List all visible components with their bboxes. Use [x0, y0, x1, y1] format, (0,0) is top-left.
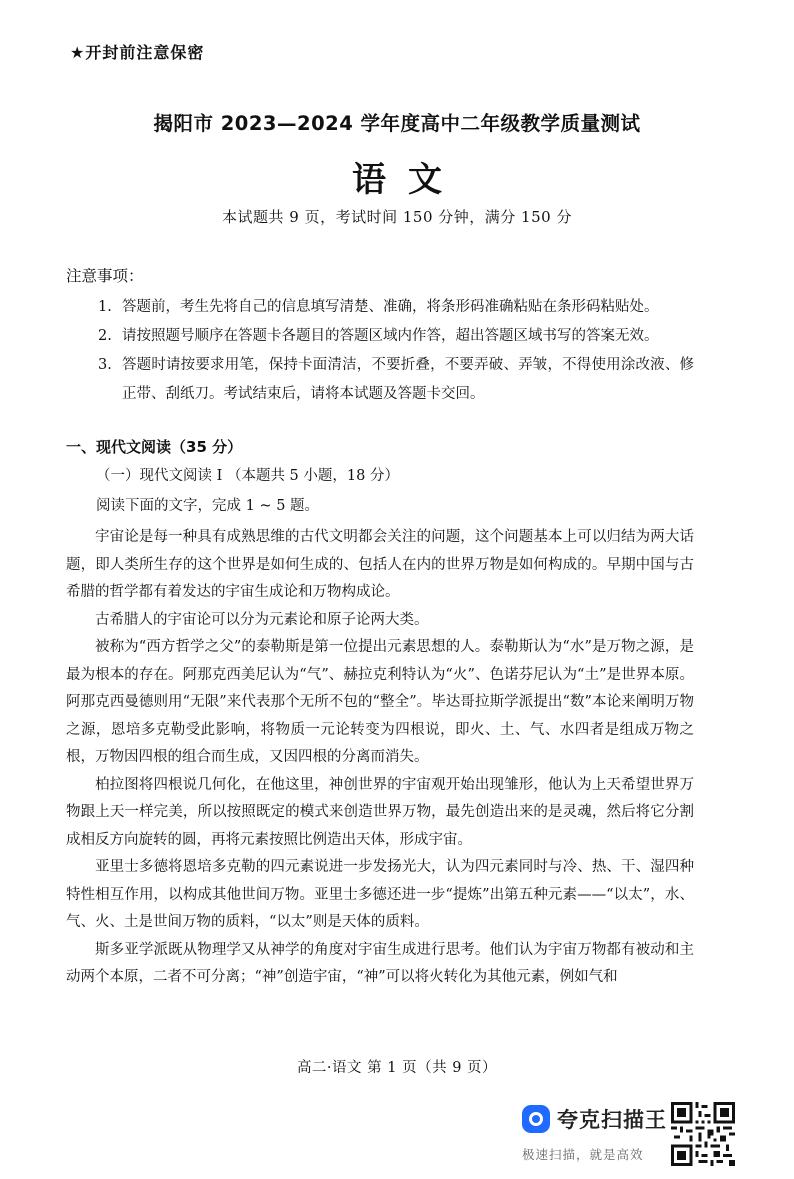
reading-instruction: 阅读下面的文字，完成 1 ~ 5 题。 [96, 498, 320, 514]
notice-title: 注意事项： [66, 267, 144, 285]
notice-item-text: 答题时请按要求用笔，保持卡面清洁，不要折叠，不要弄破、弄皱，不得使用涂改液、修正带、刮纸刀。考试结束后，请将本试题及答题卡交回。 [122, 357, 694, 402]
confidential-notice: ★开封前注意保密 [70, 43, 205, 62]
passage-paragraph: 柏拉图将四根说几何化，在他这里，神创世界的宇宙观开始出现雏形，他认为上天希望世界万物跟上天一样完美，所以按照既定的模式来创造世界万物，最先创造出来的是灵魂，然后将它分割成相反方向旋转的圆，再将元素按照比例造出天体，形成宇宙。 [66, 776, 694, 848]
passage-paragraph: 斯多亚学派既从物理学又从神学的角度对宇宙生成进行思考。他们认为宇宙万物都有被动和主动两个本原，二者不可分离；“神”创造宇宙，“神”可以将火转化为其他元素，例如气和 [66, 941, 694, 985]
subject-title: 语文 [352, 160, 464, 200]
section-title: 一、现代文阅读（35 分） [66, 438, 243, 456]
reading-passage [66, 524, 694, 992]
exam-title: 揭阳市 2023—2024 学年度高中二年级教学质量测试 [153, 112, 641, 135]
notice-item-number: 2. [98, 328, 112, 344]
passage-paragraph: 古希腊人的宇宙论可以分为元素论和原子论两大类。 [95, 611, 429, 628]
notice-item-text: 请按照题号顺序在答题卡各题目的答题区域内作答，超出答题区域书写的答案无效。 [122, 328, 659, 344]
qr-code-icon [671, 1102, 735, 1166]
passage-paragraph: 被称为“西方哲学之父”的泰勒斯是第一位提出元素思想的人。泰勒斯认为“水”是万物之源，是最为根本的存在。阿那克西美尼认为“气”、赫拉克利特认为“火”、色诺芬尼认为“土”是世界本原。阿那克西曼德则用“无限”来代表那个无所不包的“整全”。毕达哥拉斯学派提出“数”本论来阐明万物之源，恩培多克勒受此影响，将物质一元论转变为四根说，即火、土、气、水四者是组成万物之根，万物因四根的组合而生成，又因四根的分离而消失。 [66, 639, 694, 765]
notice-item [98, 322, 694, 351]
notice-item-number: 3. [98, 357, 112, 373]
notice-list [98, 293, 694, 409]
notice-item-text: 答题前，考生先将自己的信息填写清楚、准确，将条形码准确粘贴在条形码粘贴处。 [122, 299, 659, 315]
page-footer: 高二·语文 第 1 页（共 9 页） [296, 1060, 498, 1076]
watermark-brand: 夸克扫描王 [557, 1108, 667, 1132]
notice-item [98, 293, 694, 322]
exam-info: 本试题共 9 页，考试时间 150 分钟，满分 150 分 [222, 208, 572, 226]
watermark-slogan: 极速扫描，就是高效 [522, 1147, 644, 1162]
notice-item-number: 1. [98, 299, 112, 315]
scanner-watermark [522, 1104, 670, 1134]
passage-paragraph: 亚里士多德将恩培多克勒的四元素说进一步发扬光大，认为四元素同时与冷、热、干、湿四种特性相互作用，以构成其他世间万物。亚里士多德还进一步“提炼”出第五种元素——“以太”，水、气、火、土是世间万物的质料，“以太”则是天体的质料。 [66, 859, 694, 930]
quark-scanner-logo-icon [522, 1105, 550, 1133]
notice-item [98, 351, 694, 409]
passage-paragraph: 宇宙论是每一种具有成熟思维的古代文明都会关注的问题，这个问题基本上可以归结为两大话题，即人类所生存的这个世界是如何生成的、包括人在内的世界万物是如何构成的。早期中国与古希腊的哲学都有着发达的宇宙生成论和万物构成论。 [66, 529, 694, 600]
subsection-title: （一）现代文阅读 I （本题共 5 小题，18 分） [96, 468, 399, 484]
